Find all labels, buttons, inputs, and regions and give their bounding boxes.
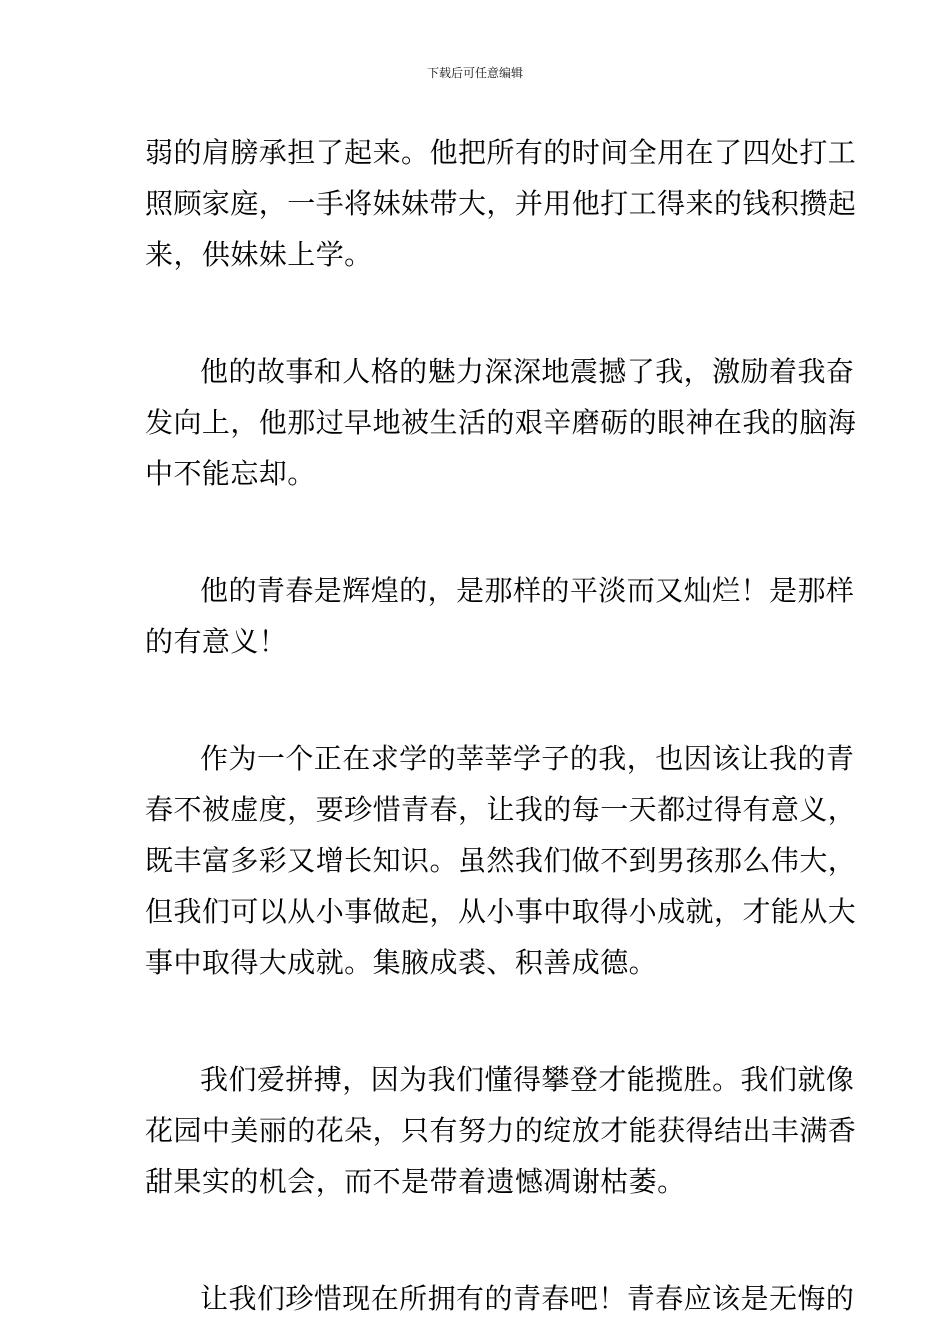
paragraph: [145, 1054, 857, 1207]
document-body: [145, 127, 857, 1324]
text-line: 的有意义！: [145, 625, 288, 658]
paragraph: [145, 127, 857, 280]
text-line: 春不被虚度，要珍惜青春，让我的每一天都过得有意义，: [145, 793, 857, 826]
paragraph: [145, 346, 857, 499]
paragraph: [145, 565, 855, 667]
text-line: 作为一个正在求学的莘莘学子的我，也因该让我的青: [200, 742, 855, 775]
paragraph-spacer: [145, 667, 810, 733]
paragraph: [145, 733, 857, 988]
text-line: 事中取得大成就。集腋成裘、积善成德。: [145, 946, 658, 979]
text-line: 照顾家庭，一手将妹妹带大，并用他打工得来的钱积攒起: [145, 187, 857, 220]
text-line: 中不能忘却。: [145, 457, 316, 490]
page-header: 下载后可任意编辑: [426, 66, 523, 80]
paragraph: [145, 1273, 855, 1324]
text-line: 发向上，他那过早地被生活的艰辛磨砺的眼神在我的脑海: [145, 406, 857, 439]
text-line: 既丰富多彩又增长知识。虽然我们做不到男孩那么伟大，: [145, 844, 857, 877]
paragraph-spacer: [145, 988, 810, 1054]
text-line: 但我们可以从小事做起，从小事中取得小成就，才能从大: [145, 895, 857, 928]
text-line: 花园中美丽的花朵，只有努力的绽放才能获得结出丰满香: [145, 1114, 857, 1147]
text-line: 让我们珍惜现在所拥有的青春吧！青春应该是无悔的: [200, 1282, 855, 1315]
text-line: 他的青春是辉煌的，是那样的平淡而又灿烂！是那样: [200, 574, 855, 607]
paragraph-spacer: [145, 1207, 810, 1273]
text-line: 他的故事和人格的魅力深深地震撼了我，激励着我奋: [200, 355, 855, 388]
paragraph-spacer: [145, 280, 810, 346]
text-line: 我们爱拼搏，因为我们懂得攀登才能揽胜。我们就像: [200, 1063, 855, 1096]
text-line: 弱的肩膀承担了起来。他把所有的时间全用在了四处打工: [145, 136, 857, 169]
text-line: 甜果实的机会，而不是带着遗憾凋谢枯萎。: [145, 1165, 686, 1198]
text-line: 来，供妹妹上学。: [145, 238, 373, 271]
paragraph-spacer: [145, 499, 810, 565]
